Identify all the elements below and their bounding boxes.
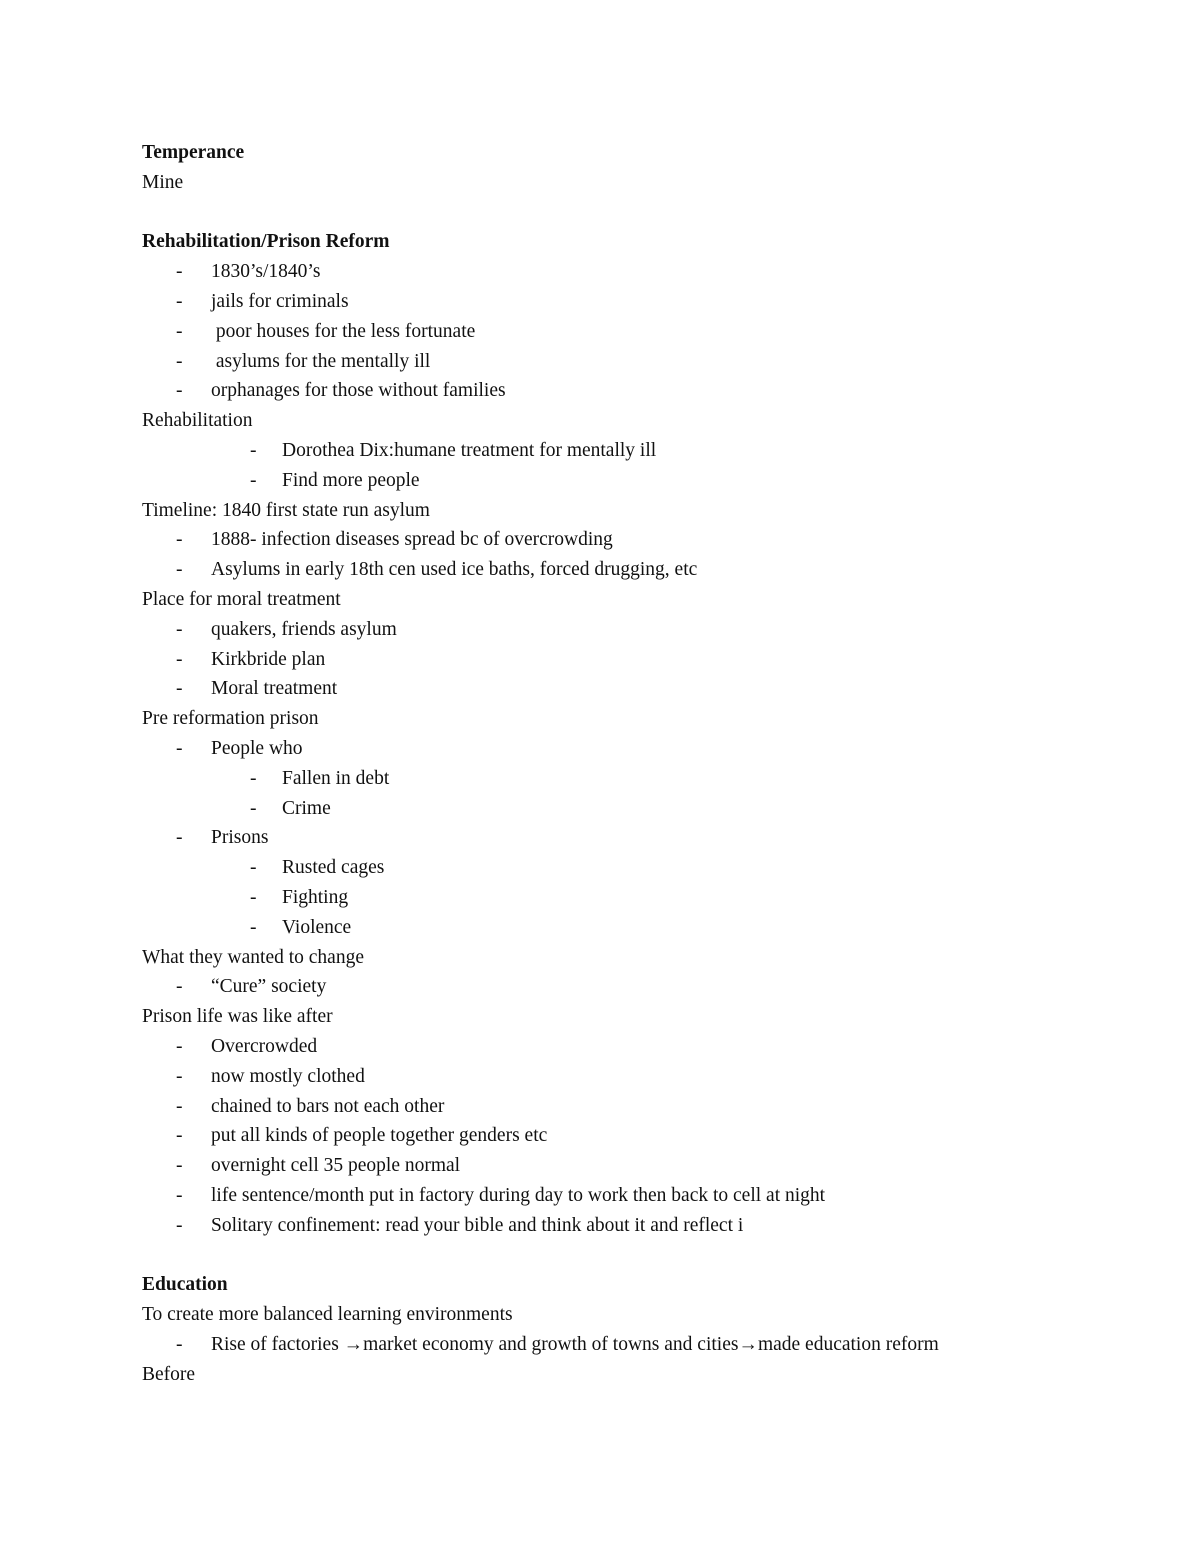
text-line-text: Pre reformation prison xyxy=(142,708,319,730)
list-item-text: People who xyxy=(211,738,303,759)
list-bullet-dash: - xyxy=(176,529,183,551)
list-bullet-dash: - xyxy=(176,1214,183,1236)
text-line-text: What they wanted to change xyxy=(142,946,364,968)
list-item xyxy=(211,555,697,585)
text-line xyxy=(142,704,319,734)
list-bullet-dash: - xyxy=(176,261,183,283)
text-line xyxy=(142,406,252,436)
list-item-text: asylums for the mentally ill xyxy=(211,350,431,372)
list-bullet-dash: - xyxy=(176,1036,183,1057)
text-line xyxy=(142,1300,513,1330)
list-item-text: Asylums in early 18th cen used ice baths, forced drugging, etc xyxy=(211,559,698,581)
list-item-text: 1830’s/1840’s xyxy=(211,261,321,283)
list-bullet-dash: - xyxy=(176,291,183,312)
sub-list-item-text: Fallen in debt xyxy=(282,767,390,789)
text-line xyxy=(142,496,430,526)
list-bullet-dash: - xyxy=(250,440,257,461)
list-bullet-dash: - xyxy=(250,887,257,908)
list-item-text: Moral treatment xyxy=(211,678,338,700)
sub-list-item xyxy=(282,883,348,913)
list-item-text: Prisons xyxy=(211,827,269,849)
list-item xyxy=(211,1211,743,1241)
list-item xyxy=(211,674,337,704)
list-bullet-dash: - xyxy=(176,1095,183,1117)
sub-list-item-text: Violence xyxy=(282,916,352,938)
section-heading xyxy=(142,138,244,168)
list-bullet-dash: - xyxy=(176,559,183,581)
text-line xyxy=(142,943,364,973)
list-item xyxy=(211,1181,825,1211)
list-item xyxy=(211,823,268,853)
list-item-text: poor houses for the less fortunate xyxy=(211,320,476,342)
list-bullet-dash: - xyxy=(176,678,183,700)
sub-list-item-text: Fighting xyxy=(282,887,349,908)
list-item-text: chained to bars not each other xyxy=(211,1095,445,1117)
list-item-text: life sentence/month put in factory during day to work then back to cell at night xyxy=(211,1185,826,1206)
list-item xyxy=(211,1330,939,1360)
text-line xyxy=(142,1002,333,1032)
list-item xyxy=(211,376,506,406)
section-heading xyxy=(142,227,390,257)
list-bullet-dash: - xyxy=(250,797,257,819)
list-item xyxy=(211,317,475,347)
list-bullet-dash: - xyxy=(250,916,257,938)
list-item-text: overnight cell 35 people normal xyxy=(211,1155,461,1177)
list-item-text: Rise of factories →market economy and growth of towns and cities→made education reform xyxy=(211,1334,939,1355)
list-item xyxy=(211,1121,547,1151)
list-bullet-dash: - xyxy=(176,827,183,849)
list-item xyxy=(211,615,397,645)
list-bullet-dash: - xyxy=(250,857,257,879)
list-item-text: put all kinds of people together genders etc xyxy=(211,1125,548,1147)
sub-list-item xyxy=(282,913,351,943)
list-item-text: 1888- infection diseases spread bc of overcrowding xyxy=(211,529,613,551)
list-item-text: Solitary confinement: read your bible and think about it and reflect i xyxy=(211,1214,744,1236)
sub-list-item xyxy=(282,436,656,466)
text-line-text: Prison life was like after xyxy=(142,1006,333,1028)
list-item xyxy=(211,972,326,1002)
list-item xyxy=(211,645,325,675)
list-bullet-dash: - xyxy=(176,320,183,342)
sub-list-item-text: Find more people xyxy=(282,469,420,491)
list-item xyxy=(211,287,349,317)
list-bullet-dash: - xyxy=(176,648,183,670)
text-line-text: Before xyxy=(142,1363,196,1385)
sub-list-item-text: Crime xyxy=(282,797,331,819)
text-line-text: Timeline: 1840 first state run asylum xyxy=(142,499,430,521)
text-line-text: Rehabilitation xyxy=(142,410,253,432)
list-item xyxy=(211,347,430,377)
list-bullet-dash: - xyxy=(176,380,183,402)
list-bullet-dash: - xyxy=(176,618,183,640)
list-bullet-dash: - xyxy=(176,1155,183,1177)
text-line-text: To create more balanced learning environments xyxy=(142,1304,513,1326)
text-line xyxy=(142,585,341,615)
list-bullet-dash: - xyxy=(250,767,257,789)
list-item-text: Kirkbride plan xyxy=(211,648,326,670)
text-line xyxy=(142,168,183,198)
list-item-text: “Cure” society xyxy=(211,976,327,998)
list-bullet-dash: - xyxy=(250,469,257,491)
text-line xyxy=(142,1360,195,1390)
list-item-text: orphanages for those without families xyxy=(211,380,506,402)
list-item xyxy=(211,1092,444,1122)
section-heading-text: Education xyxy=(142,1274,228,1296)
list-item-text: quakers, friends asylum xyxy=(211,618,397,640)
sub-list-item-text: Rusted cages xyxy=(282,857,385,879)
list-item xyxy=(211,257,320,287)
list-bullet-dash: - xyxy=(176,350,183,372)
section-heading xyxy=(142,1270,228,1300)
section-heading-text: Rehabilitation/Prison Reform xyxy=(142,231,390,253)
list-bullet-dash: - xyxy=(176,738,183,759)
sub-list-item xyxy=(282,466,420,496)
list-item xyxy=(211,525,613,555)
sub-list-item xyxy=(282,794,331,824)
list-item xyxy=(211,1151,460,1181)
sub-list-item-text: Dorothea Dix:humane treatment for mentally ill xyxy=(282,440,657,461)
section-heading-text: Temperance xyxy=(142,142,245,163)
list-bullet-dash: - xyxy=(176,976,183,998)
list-bullet-dash: - xyxy=(176,1065,183,1087)
list-bullet-dash: - xyxy=(176,1125,183,1147)
sub-list-item xyxy=(282,853,384,883)
text-line-text: Mine xyxy=(142,171,184,193)
sub-list-item xyxy=(282,764,389,794)
list-item xyxy=(211,734,303,764)
text-line-text: Place for moral treatment xyxy=(142,589,341,610)
list-bullet-dash: - xyxy=(176,1334,183,1355)
list-item-text: jails for criminals xyxy=(211,291,349,312)
list-item-text: Overcrowded xyxy=(211,1036,318,1057)
list-item-text: now mostly clothed xyxy=(211,1065,365,1087)
list-item xyxy=(211,1032,317,1062)
list-bullet-dash: - xyxy=(176,1185,183,1206)
list-item xyxy=(211,1062,365,1092)
